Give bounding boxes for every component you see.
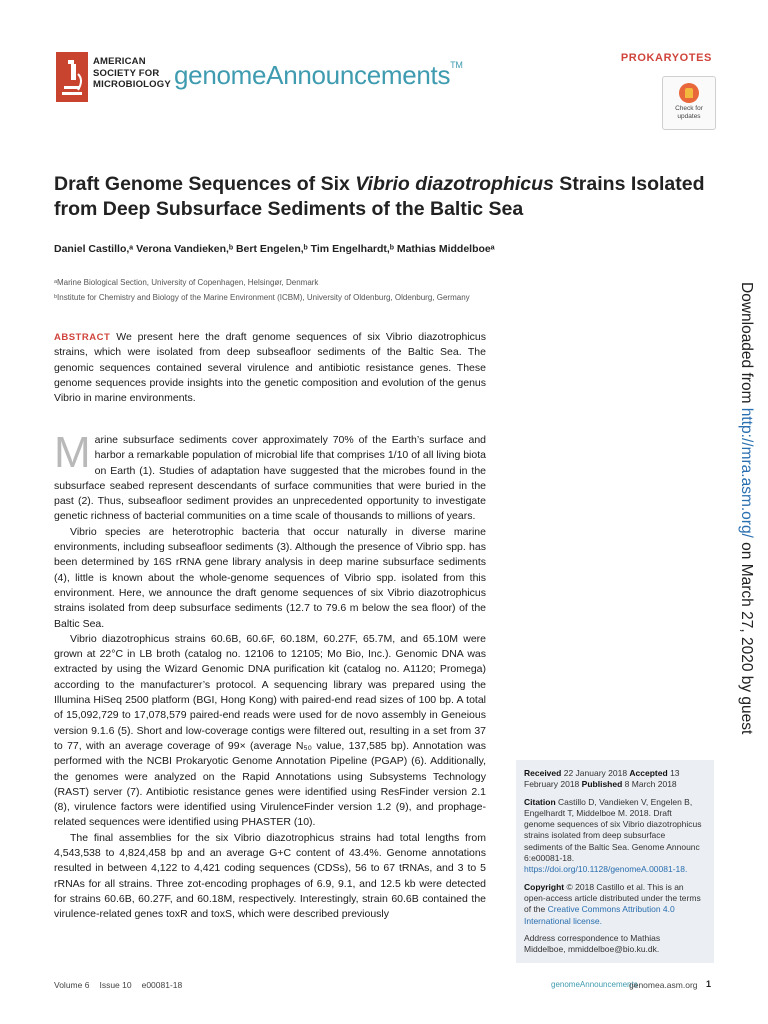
footer-volume-info (54, 980, 192, 990)
body-paragraph (54, 428, 486, 525)
journal-logo-tm: TM (450, 60, 463, 70)
footer-volume: Volume 6 (54, 980, 90, 990)
download-url-link[interactable]: http://mra.asm.org/ (738, 407, 755, 538)
abstract (54, 330, 486, 406)
download-suffix: on March 27, 2020 by guest (738, 537, 755, 735)
download-watermark (737, 282, 755, 734)
journal-logo-text: genomeAnnouncements (174, 60, 451, 90)
received-label: Received (524, 768, 562, 778)
drop-cap: M (54, 428, 91, 477)
footer-site-link[interactable]: genomea.asm.org (629, 980, 698, 990)
section-label: PROKARYOTES (620, 52, 712, 64)
article-info-box (516, 760, 714, 963)
download-prefix: Downloaded from (738, 282, 755, 408)
footer-article-id: e00081-18 (141, 980, 183, 990)
body-paragraph-text: arine subsurface sediments cover approximately 70% of the Earth’s surface and harbor a remarkable population of microbial life that comprises 1/10 of all living biota on Earth (1). Studies of adaptation have suggested that the microbes found in the subsurface seabed represent descendants of surface communities that were buried in the past (2). Thus, subseafloor sediment provides an unprecedented opportunity to investigate genetic richness of bacterial communities on a time scale of thousands to millions of years. (54, 434, 486, 523)
abstract-label: ABSTRACT (54, 332, 111, 343)
copyright-label: Copyright (524, 881, 565, 892)
citation-doi-link[interactable]: https://doi.org/10.1128/genomeA.00081-18. (524, 864, 688, 875)
body-paragraph: Vibrio diazotrophicus strains 60.6B, 60.6F, 60.18M, 60.27F, 65.7M, and 65.10M were grown at 22°C in LB broth (catalog no. 12106 to 12105; Mo Bio, Inc.). Genomic DNA was extracted by using the Wizard Genomic DNA purification kit (catalog no. A1120; Promega) according to the manufacturer’s protocol. A sequencing library was prepared using the Illumina HiSeq 2500 platform (BGI, Hong Kong) with paired-end read sizes of 100 bp. A total of 15,092,729 to 17,078,579 paired-end reads were used for de novo assembly in Geneious version 9.1.6 (5). Short and low-coverage contigs were filtered out, resulting in a set from 37 to 77, with an average coverage of 99× (average N₅₀ value, 137,585 bp). Annotation was performed with the NCBI Prokaryotic Genome Annotation Pipeline (PGAP) (6). Additionally, the genomes were analyzed on the Rapid Annotations using Subsystems Technology (RAST) server (7). Antibiotic resistance genes were identified using ResFinder version 2.1 (8), virulence factors were identified using VirulenceFinder version 1.2 (9), and prophage-related sequences were identified using PHASTER (10). (54, 632, 486, 829)
copyright-text: © 2018 Castillo et al. This is an open-access article distributed under the terms of the (524, 881, 701, 915)
society-line: MICROBIOLOGY (93, 79, 171, 90)
footer-page-number: 1 (706, 979, 712, 989)
body-paragraph: Vibrio species are heterotrophic bacteria that occur naturally in diverse marine environments, including subseafloor sediments (3). Although the presence of Vibrio spp. has been determined by 16S rRNA gene library analysis in deep marine subsurface sediments (4), little is known about the whole-genome sequences of Vibrio spp. isolated from this environment. Here, we announce the draft genome sequences of six Vibrio diazotrophicus strains isolated from deep subsurface sediments (12.7 to 79.6 m below the sea floor) of the Baltic Sea. (54, 525, 486, 630)
check-updates-line: Check for (675, 105, 703, 112)
footer-issue: Issue 10 (99, 980, 132, 990)
check-for-updates-badge[interactable] (662, 76, 716, 130)
author-list: Daniel Castillo,ᵃ Verona Vandieken,ᵇ Bert Engelen,ᵇ Tim Engelhardt,ᵇ Mathias Middelboeᵃ (54, 243, 495, 255)
check-updates-line: updates (677, 112, 701, 120)
published-label: Published (581, 779, 623, 790)
society-line: SOCIETY FOR (93, 67, 160, 79)
accepted-label: Accepted (629, 768, 668, 778)
citation-text: Castillo D, Vandieken V, Engelen B, Engelhardt T, Middelboe M. 2018. Draft genome sequences of six Vibrio diazotrophicus strains isolated from deep subsurface sediments of the Baltic Sea. Genome Announc 6:e00081-18. (524, 796, 702, 864)
bookmark-icon (679, 83, 699, 103)
journal-logo (174, 60, 463, 91)
dates-section (524, 768, 704, 791)
society-line: AMERICAN (93, 56, 146, 67)
affiliation-a: ᵃMarine Biological Section, University of Copenhagen, Helsingør, Denmark (54, 278, 319, 287)
received-date: 22 January 2018 (563, 768, 628, 778)
accepted-date: 13 February 2018 (524, 768, 680, 790)
license-link[interactable]: Creative Commons Attribution 4.0 International license. (524, 904, 675, 926)
footer-journal-logo: genomeAnnouncements (551, 980, 638, 989)
article-body (54, 428, 486, 923)
citation-section (524, 797, 704, 876)
correspondence: Address correspondence to Mathias Middelboe, mmiddelboe@bio.ku.dk. (524, 932, 661, 955)
abstract-text: We present here the draft genome sequences of six Vibrio diazotrophicus strains, which were isolated from deep subseafloor sediments of the Baltic Sea. The genomic sequences contained several virulence and antibiotic resistance genes. These genome sequences provide insights into the genetic composition and evolution of the genus Vibrio in marine environments. (54, 331, 486, 405)
body-paragraph: The final assemblies for the six Vibrio diazotrophicus strains had total lengths from 4,543,538 to 4,824,458 bp and an average G+C content of 43.4%. Genome annotations resulted in between 4,122 to 4,421 coding sequences (CDSs), 56 to 67 tRNAs, and 3 to 5 rRNAs for all strains. Three zot-encoding prophages of 6.9, 9.1, and 12.5 kb were detected for strains 60.6B, 60.27F, and 60.18M, respectively. Interestingly, strain 60.6B contained the virulence-related genes toxR and toxS, which were described previously (54, 831, 486, 921)
article-title: Draft Genome Sequences of Six Vibrio diazotrophicus Strains Isolated from Deep Subsurface Sediments of the Baltic Sea (54, 173, 705, 220)
copyright-section (524, 882, 704, 927)
asm-society-name (93, 56, 171, 91)
published-date: 8 March 2018 (624, 779, 677, 790)
citation-label: Citation (524, 796, 556, 807)
affiliation-b: ᵇInstitute for Chemistry and Biology of the Marine Environment (ICBM), University of Oldenburg, Oldenburg, Germany (54, 293, 470, 302)
